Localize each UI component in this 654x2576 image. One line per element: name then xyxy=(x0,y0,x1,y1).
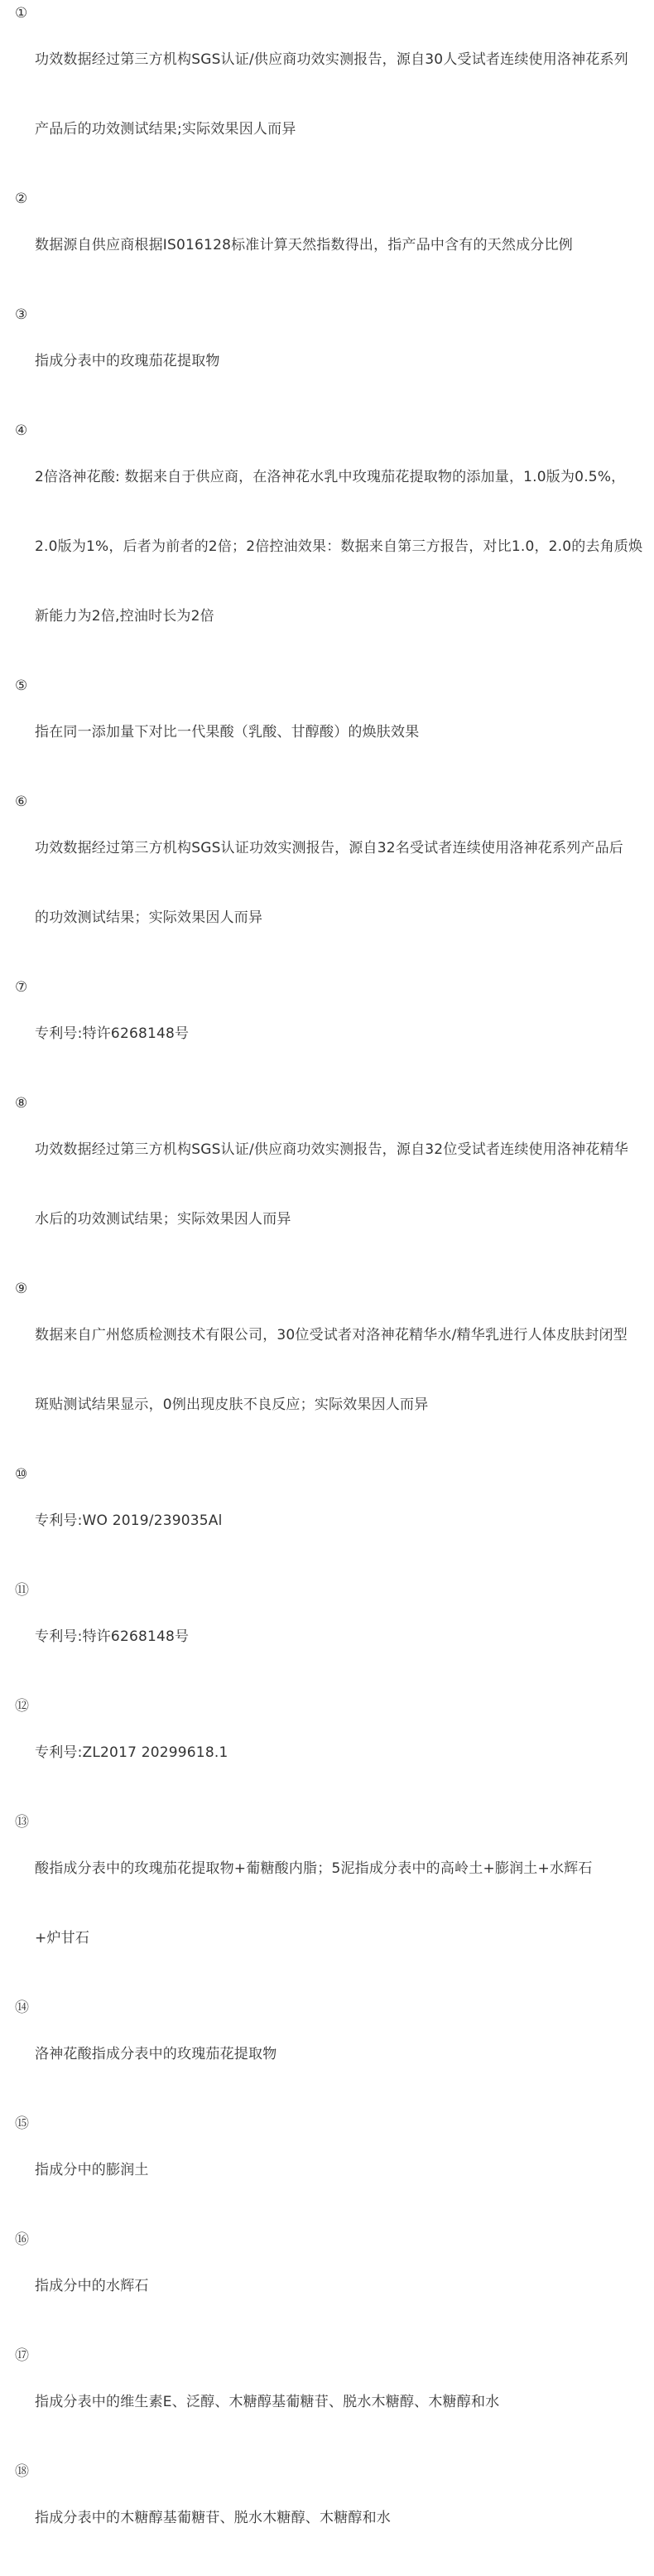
footnote-line: 的功效测试结果；实际效果因人而异 xyxy=(35,909,263,926)
footnote-item xyxy=(15,187,646,303)
footnote-line: 专利号:特许6268148号 xyxy=(35,1025,190,1042)
footnote-item xyxy=(15,790,646,976)
footnote-text xyxy=(33,1579,646,1695)
footnote-item xyxy=(15,1811,646,1996)
footnote-marker: ④ xyxy=(15,422,28,439)
footnote-marker: ⑫ xyxy=(15,1698,30,1715)
footnote-item xyxy=(15,2112,646,2228)
footnote-item xyxy=(15,1463,646,1579)
footnote-item xyxy=(15,2228,646,2344)
footnote-line: 斑贴测试结果显示，0例出现皮肤不良反应；实际效果因人而异 xyxy=(35,1397,429,1413)
footnote-text xyxy=(33,674,646,790)
footnote-text xyxy=(33,2344,646,2460)
footnote-text xyxy=(33,976,646,1092)
footnote-line: 数据来自广州悠质检测技术有限公司，30位受试者对洛神花精华水/精华乳进行人体皮肤封闭型 xyxy=(35,1327,628,1343)
footnote-item xyxy=(15,1996,646,2112)
footnote-line: 专利号:ZL2017 20299618.1 xyxy=(35,1744,228,1761)
footnote-text xyxy=(33,2112,646,2228)
footnote-line: 洛神花酸指成分表中的玫瑰茄花提取物 xyxy=(35,2046,277,2062)
footnote-marker: ② xyxy=(15,191,28,207)
footnote-text xyxy=(33,1811,646,1996)
footnote-line: 功效数据经过第三方机构SGS认证/供应商功效实测报告，源自32位受试者连续使用洛神花精华 xyxy=(35,1141,628,1158)
footnote-marker: ⑧ xyxy=(15,1095,28,1112)
footnote-line: 指成分表中的木糖醇基葡糖苷、脱水木糖醇、木糖醇和水 xyxy=(35,2510,391,2526)
footnote-line: 2.0版为1%，后者为前者的2倍；2倍控油效果：数据来自第三方报告，对比1.0，2.0的去角质焕 xyxy=(35,538,643,555)
footnote-item xyxy=(15,1695,646,1811)
footnote-marker: ① xyxy=(15,5,28,22)
footnote-text xyxy=(33,1996,646,2112)
footnote-marker: ⑤ xyxy=(15,678,28,694)
footnote-marker: ⑯ xyxy=(15,2231,30,2248)
footnote-line: 指在同一添加量下对比一代果酸（乳酸、甘醇酸）的焕肤效果 xyxy=(35,724,420,740)
footnote-marker: ⑬ xyxy=(15,1814,30,1831)
footnote-text xyxy=(33,1463,646,1579)
footnote-marker: ⑮ xyxy=(15,2115,30,2132)
footnote-line: 酸指成分表中的玫瑰茄花提取物+葡糖酸内脂；5泥指成分表中的高岭土+膨润土+水辉石 xyxy=(35,1860,593,1877)
footnote-item xyxy=(15,976,646,1092)
footnote-marker: ⑨ xyxy=(15,1281,28,1297)
footnote-text xyxy=(33,1695,646,1811)
footnote-item xyxy=(15,1092,646,1277)
footnote-marker: ⑥ xyxy=(15,794,28,810)
footnote-marker: ⑰ xyxy=(15,2347,30,2364)
footnote-marker: ⑭ xyxy=(15,2000,30,2016)
footnote-text xyxy=(33,2460,646,2576)
footnote-text xyxy=(33,419,646,674)
footnote-line: 产品后的功效测试结果;实际效果因人而异 xyxy=(35,121,296,137)
footnote-line: 数据源自供应商根据IS016128标准计算天然指数得出，指产品中含有的天然成分比例 xyxy=(35,237,573,253)
footnote-text xyxy=(33,1277,646,1463)
footnote-line: +炉甘石 xyxy=(35,1930,90,1946)
footnote-list xyxy=(15,0,646,2576)
footnote-line: 指成分表中的维生素E、泛醇、木糖醇基葡糖苷、脱水木糖醇、木糖醇和水 xyxy=(35,2394,500,2410)
footnote-line: 指成分中的膨润土 xyxy=(35,2162,149,2178)
footnote-item xyxy=(15,303,646,419)
footnote-item xyxy=(15,1579,646,1695)
footnote-text xyxy=(33,187,646,303)
footnote-item xyxy=(15,419,646,674)
footnote-item xyxy=(15,2,646,187)
footnote-line: 指成分中的水辉石 xyxy=(35,2278,149,2294)
footnote-text xyxy=(33,303,646,419)
footnote-line: 专利号:WO 2019/239035Al xyxy=(35,1512,223,1529)
footnote-text xyxy=(33,790,646,976)
footnote-text xyxy=(33,2228,646,2344)
footnote-item xyxy=(15,674,646,790)
footnote-line: 专利号:特许6268148号 xyxy=(35,1628,190,1645)
footnote-line: 功效数据经过第三方机构SGS认证/供应商功效实测报告，源自30人受试者连续使用洛神花系列 xyxy=(35,51,628,68)
footnote-line: 2倍洛神花酸: 数据来自于供应商，在洛神花水乳中玫瑰茄花提取物的添加量，1.0版为0.5%， xyxy=(35,469,626,485)
footnote-marker: ⑩ xyxy=(15,1466,28,1483)
footnote-text xyxy=(33,2,646,187)
footnote-item xyxy=(15,2460,646,2576)
footnote-line: 指成分表中的玫瑰茄花提取物 xyxy=(35,353,220,369)
footnote-line: 功效数据经过第三方机构SGS认证功效实测报告，源自32名受试者连续使用洛神花系列产品后 xyxy=(35,840,623,856)
footnote-item xyxy=(15,2344,646,2460)
footnote-marker: ⑦ xyxy=(15,979,28,996)
footnote-marker: ⑪ xyxy=(15,1582,30,1599)
footnote-item xyxy=(15,1277,646,1463)
footnote-line: 水后的功效测试结果；实际效果因人而异 xyxy=(35,1211,291,1228)
footnote-line: 新能力为2倍,控油时长为2倍 xyxy=(35,608,214,625)
footnote-marker: ⑱ xyxy=(15,2463,30,2480)
footnote-text xyxy=(33,1092,646,1277)
footnote-marker: ③ xyxy=(15,306,28,323)
